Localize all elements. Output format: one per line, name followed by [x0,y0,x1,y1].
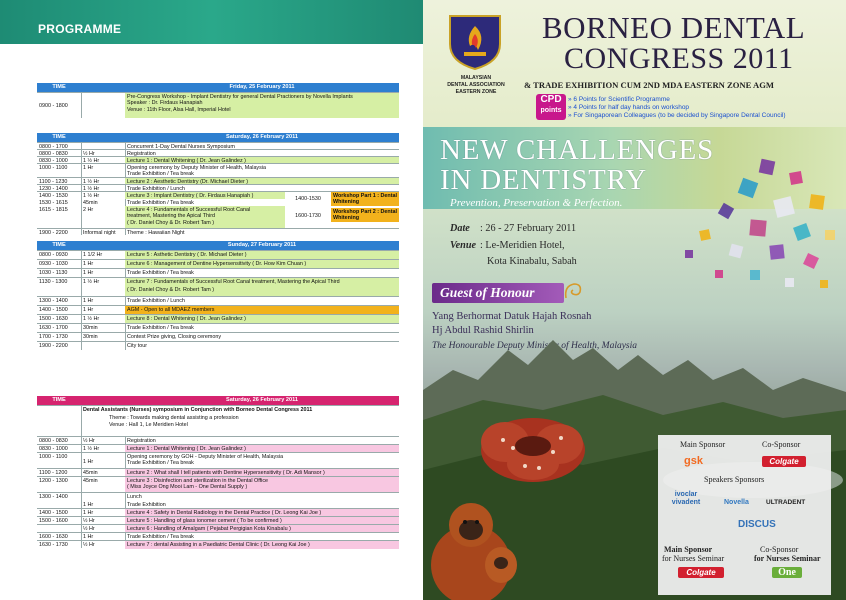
speakers-sponsors-label: Speakers Sponsors [704,475,765,484]
nurse-main-sponsor-label: Main Sponsor [664,545,713,554]
table-row: 1100 - 1200 45min Lecture 2 : What shall I tell patients with Dentine Hypersensitivity ( Dr. Adi Mansor ) [37,468,399,476]
table-row: 0930 - 1030 1 Hr Lecture 6 : Management of Dentine Hypersensitivity ( Dr. How Kim Chuan ) [37,259,399,268]
logo-caption-1: MALAYSIAN [460,75,492,81]
date-value: : 26 - 27 February 2011 [480,223,577,234]
friday-header [37,83,399,92]
table-row: 1400 - 1500 1 Hr AGM - Open to all MDAEZ members [37,305,399,314]
programme-heading: PROGRAMME [38,22,122,36]
table-row: 1600 - 1630 1 Hr Trade Exhibition / Tea break [37,532,399,540]
workshop2-time: 1600-1730 [285,212,331,220]
novella-logo: Novella [724,499,749,506]
guest-role: The Honourable Deputy Minister of Health, Malaysia [432,341,638,351]
table-row: 1000 - 1100 1 Hr Opening ceremony by GOH - Deputy Minister of Health, Malaysia Trade Exhibition / Tea break [37,452,399,468]
table-row: 1000 - 1100 1 Hr Opening ceremony by Deputy Minister of Health, Malaysia Trade Exhibition / Tea break [37,163,399,177]
colgate-logo: Colgate [762,456,806,467]
guest-name-2: Hj Abdul Rashid Shirlin [432,325,534,336]
logo-caption-2: DENTAL ASSOCIATION [447,82,505,88]
row-time: 0900 - 1800 [39,103,68,109]
table-row: 1900 - 2200 Informal night Theme : Hawaiian Night [37,228,399,235]
sunday-header: TIME Sunday, 27 February 2011 [37,241,399,250]
friday-schedule [37,83,399,118]
table-row: 1500 - 1630 1 ½ Hr Lecture 8 : Dental Whitening ( Dr. Jean Galindez ) [37,314,399,323]
nurse-main-sponsor-sub: for Nurses Seminar [662,554,725,563]
table-row: ½ Hr Lecture 6 : Handling of Amalgam ( Pejabat Pergigian Kota Kinabalu ) [37,524,399,532]
saturday-schedule [37,133,399,235]
time-column-header: TIME [52,84,66,90]
mda-shield-logo [446,14,504,70]
congress-title-line2: CONGRESS 2011 [564,42,794,75]
cpd-badge: CPD points [536,94,566,120]
guest-name-1: Yang Berhormat Datuk Hajah Rosnah [432,311,592,322]
table-row: 1300 - 1400 1 Hr Trade Exhibition / Lunch [37,296,399,305]
cpd-point-3: » For Singaporean Colleagues (to be decided by Singapore Dental Council) [568,112,786,119]
table-row: 1200 - 1300 45min Lecture 3 : Disinfection and sterilization in the Dental Office ( Miss Joyce Ong Mooi Lam - One Dental Supply ) [37,476,399,492]
nurse-co-sponsor-label: Co-Sponsor [760,545,799,554]
day-title: Friday, 25 February 2011 [229,84,295,90]
tagline: Prevention, Preservation & Perfection. [450,197,623,209]
nurses-schedule [37,396,399,548]
table-row: 0800 - 1700 Concurrent 1-Day Dental Nurses Symposium [37,142,399,149]
cpd-point-2: » 4 Points for half day hands on workshop [568,104,690,111]
table-row: 1030 - 1130 1 Hr Trade Exhibition / Tea break [37,268,399,277]
row-activity: Pre-Congress Workshop - Implant Dentistry for general Dental Practioners by Novella Implants Speaker : Dr. Firdaus Hanapiah Venue : 11th Floor, Alsa Hall, Imperial Hotel [125,93,399,118]
table-row: 1400 - 1500 1 Hr Lecture 4 : Safety in Dental Radiology in the Dental Practice ( Dr. Leong Kai Joe ) [37,508,399,516]
date-label: Date [450,223,470,234]
venue-value-1: : Le-Meridien Hotel, [480,240,565,251]
discus-logo: DISCUS [738,519,776,530]
table-row: 1300 - 1400 1 Hr Lunch Trade Exhibition [37,492,399,508]
table-row: 1700 - 1730 30min Contest Prize giving, Closing ceremony [37,332,399,341]
congress-subtitle: & TRADE EXHIBITION CUM 2ND MDA EASTERN ZONE AGM [524,80,775,90]
table-row: 1400 - 1530 1 ½ Hr 1530 - 1615 45min 1615 - 1815 2 Hr Lecture 3 : Implant Dentistry ( Dr. Firdaus Hanapiah ) Trade Exhibition / Tea break Lecture 4 : Fundamentals of Successful Root Canal treatment, Mastering the Apical Third ( Dr. Daniel Choy & Dr. Robert Tam ) 1400-1530 Workshop Part 1 : Dental Whitening 1600-1730 Workshop Part 2 : Dental Whitening [37,191,399,228]
guest-of-honour-title: Guest of Honour [440,285,535,300]
logo-caption-3: EASTERN ZONE [455,89,497,95]
mosaic-globe-graphic [640,150,840,310]
headline-line1: NEW CHALLENGES [440,134,715,166]
venue-label: Venue [450,240,477,251]
table-row: 0830 - 1000 1 ½ Hr Lecture 1 : Dental Whitening ( Dr. Jean Galindez ) [37,156,399,163]
co-sponsor-label: Co-Sponsor [762,440,801,449]
table-row: 1130 - 1300 1 ½ Hr Lecture 7 : Fundamentals of Successful Root Canal treatment, Mastering the Apical Third ( Dr. Daniel Choy & Dr. Robert Tam ) [37,277,399,296]
ultradent-logo: ULTRADENT [766,499,806,506]
nurse-co-sponsor-sub: for Nurses Seminar [754,554,821,563]
table-row: 1500 - 1600 ½ Hr Lecture 5 : Handling of glass ionomer cement ( To be confirmed ) [37,516,399,524]
table-row: 0800 - 0830 ½ Hr Registration [37,436,399,444]
table-row: 1900 - 2200 City tour [37,341,399,350]
workshop1: Workshop Part 1 : Dental Whitening [333,193,398,206]
nurses-intro: Dental Assistants (Nurses) symposium in Conjunction with Borneo Dental Congress 2011 Theme : Towards making dental assisting a profession Venue : Hall 1, Le Meridien Hotel [37,405,399,436]
cpd-point-1: » 6 Points for Scientific Programme [568,96,670,103]
table-row: 0800 - 0930 1 1/2 Hr Lecture 5 : Asthetic Dentistry ( Dr. Michael Dieter ) [37,250,399,259]
congress-title-line1: BORNEO DENTAL [542,10,806,45]
table-row: 0800 - 0830 ½ Hr Registration [37,149,399,156]
one-dental-logo: One [772,567,802,578]
sponsors-box [658,435,831,595]
saturday-header [37,133,399,142]
sunday-schedule [37,241,399,350]
workshop2: Workshop Part 2 : Dental Whitening [333,209,398,222]
headline-line2: IN DENTISTRY [440,164,647,196]
table-row: 0830 - 1000 1 ½ Hr Lecture 1 : Dental Whitening ( Dr. Jean Galindez ) [37,444,399,452]
table-row: 1630 - 1700 30min Trade Exhibition / Tea break [37,323,399,332]
table-row: 1100 - 1230 1 ½ Hr Lecture 2 : Aesthetic Dentistry (Dr. Michael Dieter ) [37,177,399,184]
workshop1-time: 1400-1530 [285,195,331,203]
main-sponsor-label: Main Sponsor [680,440,726,449]
venue-value-2: Kota Kinabalu, Sabah [487,256,577,267]
table-row: 1230 - 1400 1 ½ Hr Trade Exhibition / Lunch [37,184,399,191]
ivoclar-vivadent-logo: ivoclar vivadent [671,491,701,506]
time-column-header: TIME [52,134,66,140]
day-title: Saturday, 26 February 2011 [225,134,299,140]
nurses-header: TIME Saturday, 26 February 2011 [37,396,399,405]
colgate-nurses-logo: Colgate [678,567,724,578]
table-row [37,92,399,118]
table-row: 1630 - 1730 ½ Hr Lecture 7 : dental Assisting in a Paediatric Dental Clinic ( Dr. Leong Kai Joe ) [37,540,399,548]
swirl-ornament-icon [562,280,584,302]
gsk-logo: gsk [684,455,703,467]
